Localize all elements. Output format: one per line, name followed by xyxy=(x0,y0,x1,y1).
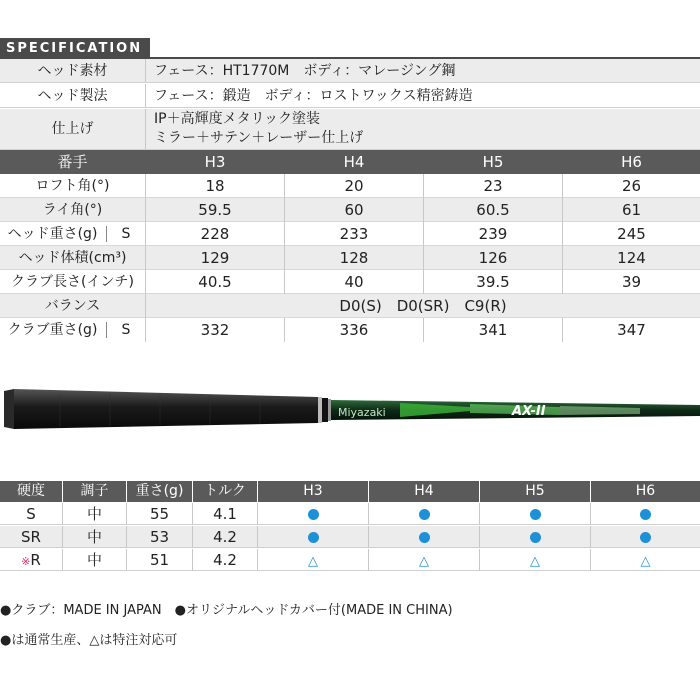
head-material-value: フェース：HT1770M ボディ：マレージング鋼 xyxy=(154,63,456,79)
availability-cell xyxy=(258,503,368,525)
header-col-h4: H4 xyxy=(343,153,365,171)
cell: 124 xyxy=(617,249,646,267)
header-number-label: 番手 xyxy=(57,153,88,171)
cell: 60 xyxy=(344,201,364,219)
note-origin: ●クラブ：MADE IN JAPAN ●オリジナルヘッドカバー付(MADE IN CHINA) xyxy=(0,603,453,618)
cell: 347 xyxy=(617,321,646,339)
row-label: ヘッド重さ(g) xyxy=(7,226,98,242)
cell: 61 xyxy=(621,201,642,219)
loft-table-header xyxy=(0,150,700,174)
standard-dot-icon xyxy=(530,509,541,520)
cell: 126 xyxy=(478,249,508,267)
cell: 128 xyxy=(339,249,369,267)
standard-dot-icon xyxy=(308,532,319,543)
cell: 336 xyxy=(339,321,369,339)
flex-cell: SR xyxy=(21,528,41,546)
row-label: ロフト角(°) xyxy=(35,178,110,194)
header-col-h5: H5 xyxy=(482,153,504,171)
grip xyxy=(14,389,318,429)
table-row xyxy=(0,503,700,525)
availability-cell xyxy=(480,526,590,548)
table-row xyxy=(0,174,700,198)
table-row xyxy=(0,246,700,270)
standard-dot-icon xyxy=(308,509,319,520)
spec-title: SPECIFICATION xyxy=(0,38,150,59)
header-h6: H6 xyxy=(591,481,700,502)
row-separator xyxy=(145,59,146,82)
table-row xyxy=(0,549,700,571)
table-row xyxy=(0,294,700,318)
shaft-brand-text: Miyazaki xyxy=(338,406,386,419)
standard-dot-icon xyxy=(419,509,430,520)
table-row xyxy=(0,526,700,548)
row-label: バランス xyxy=(44,298,101,314)
special-mark: ※ xyxy=(21,555,31,568)
note-legend: ●は通常生産、△は特注対応可 xyxy=(0,633,178,648)
availability-cell xyxy=(369,549,479,571)
special-order-triangle-icon: △ xyxy=(530,554,540,569)
head-method-value: フェース：鍛造 ボディ：ロストワックス精密鋳造 xyxy=(154,88,473,104)
flex-label: S xyxy=(121,226,131,242)
cell: 26 xyxy=(621,177,642,195)
availability-cell xyxy=(591,503,700,525)
header-h4: H4 xyxy=(369,481,479,502)
availability-cell xyxy=(480,503,590,525)
row-separator xyxy=(145,84,146,107)
standard-dot-icon xyxy=(530,532,541,543)
row-separator xyxy=(145,109,146,149)
torque-cell: 4.1 xyxy=(213,505,237,523)
head-material-row xyxy=(0,59,700,83)
cell: 40 xyxy=(344,273,364,291)
header-weight: 重さ(g) xyxy=(127,481,192,502)
header-h3: H3 xyxy=(258,481,368,502)
cell: 40.5 xyxy=(198,273,232,291)
special-order-triangle-icon: △ xyxy=(419,554,429,569)
cell: 228 xyxy=(200,225,230,243)
cell: 23 xyxy=(483,177,503,195)
shaft-table-header xyxy=(0,481,700,502)
special-order-triangle-icon: △ xyxy=(640,554,651,569)
header-h5: H5 xyxy=(480,481,590,502)
head-method-row xyxy=(0,84,700,108)
shaft-model-text: AX-II xyxy=(512,404,546,419)
standard-dot-icon xyxy=(419,532,430,543)
cell: 60.5 xyxy=(476,201,510,219)
finish-value-2: ミラー＋サテン＋レーザー仕上げ xyxy=(154,130,364,146)
flex-label: S xyxy=(121,322,131,338)
header-kick: 調子 xyxy=(63,481,126,502)
head-material-label: ヘッド素材 xyxy=(37,63,108,79)
availability-cell xyxy=(258,549,368,571)
availability-cell xyxy=(480,549,590,571)
cell: 39 xyxy=(621,273,642,291)
cell: 332 xyxy=(200,321,230,339)
special-order-triangle-icon: △ xyxy=(308,554,318,569)
table-row xyxy=(0,318,700,342)
table-row xyxy=(0,270,700,294)
flex-cell xyxy=(0,549,62,571)
cell: 239 xyxy=(478,225,508,243)
availability-cell xyxy=(369,503,479,525)
club-shaft-image xyxy=(0,383,700,435)
table-row xyxy=(0,198,700,222)
balance-value: D0(S) D0(SR) C9(R) xyxy=(339,297,507,315)
availability-cell xyxy=(369,526,479,548)
cell: 245 xyxy=(617,225,646,243)
header-flex: 硬度 xyxy=(0,481,62,502)
finish-row xyxy=(0,109,700,150)
header-col-h3: H3 xyxy=(204,153,226,171)
row-label: クラブ長さ(インチ) xyxy=(11,274,134,290)
row-label: ヘッド体積(cm³) xyxy=(18,250,127,266)
head-method-label: ヘッド製法 xyxy=(37,88,108,104)
cell: 18 xyxy=(205,177,225,195)
row-label: クラブ重さ(g) xyxy=(7,322,98,338)
weight-cell: 53 xyxy=(149,528,170,546)
cell: 129 xyxy=(200,249,230,267)
finish-value-1: IP＋高輝度メタリック塗装 xyxy=(154,111,321,127)
header-col-h6: H6 xyxy=(621,153,642,171)
cell: 59.5 xyxy=(198,201,232,219)
cell: 39.5 xyxy=(476,273,510,291)
torque-cell: 4.2 xyxy=(213,528,237,546)
kick-cell: 中 xyxy=(86,528,102,546)
finish-label: 仕上げ xyxy=(51,121,94,137)
cell: 20 xyxy=(344,177,364,195)
kick-cell: 中 xyxy=(86,551,102,569)
weight-cell: 55 xyxy=(149,505,170,523)
availability-cell xyxy=(591,549,700,571)
flex-cell: S xyxy=(26,505,36,523)
header-torque: トルク xyxy=(193,481,257,502)
availability-cell xyxy=(258,526,368,548)
availability-cell xyxy=(591,526,700,548)
standard-dot-icon xyxy=(640,509,651,520)
standard-dot-icon xyxy=(640,532,651,543)
table-row xyxy=(0,222,700,246)
cell: 341 xyxy=(478,321,508,339)
weight-cell: 51 xyxy=(149,551,170,569)
row-label: ライ角(°) xyxy=(42,202,103,218)
flex-value: R xyxy=(30,551,41,569)
torque-cell: 4.2 xyxy=(213,551,237,569)
kick-cell: 中 xyxy=(86,505,102,523)
cell: 233 xyxy=(339,225,369,243)
